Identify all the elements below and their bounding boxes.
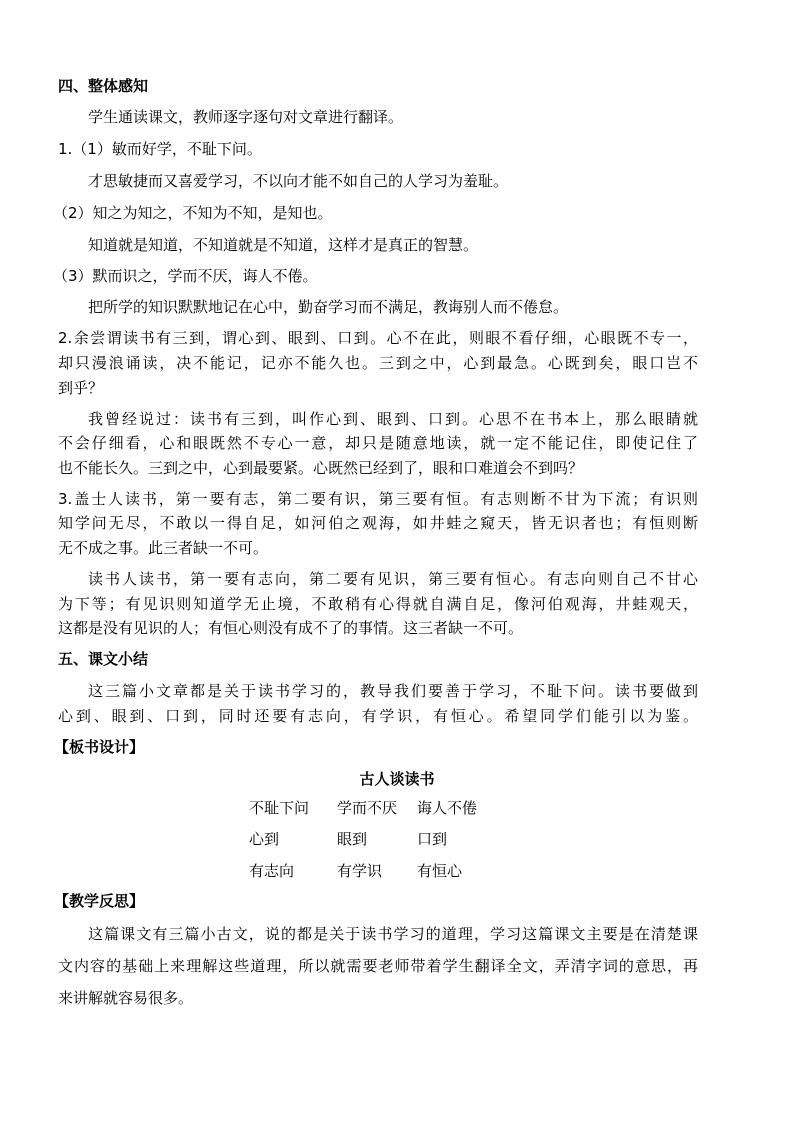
board-design-heading: 【板书设计】 <box>54 738 145 756</box>
board-cell: 有学识 <box>337 862 383 880</box>
translation-3-line: 读书人读书，第一要有志向，第二要有见识，第三要有恒心。有志向则自己不甘心 <box>88 570 698 588</box>
board-cell: 学而不厌 <box>337 799 398 817</box>
section-4-intro: 学生通读课文，教师逐字逐句对文章进行翻译。 <box>88 108 404 126</box>
item-1-3: （3）默而识之，学而不厌，诲人不倦。 <box>53 267 318 285</box>
board-cell: 心到 <box>249 830 280 848</box>
item-1-2: （2）知之为知之，不知为不知，是知也。 <box>53 204 333 222</box>
reflection-line: 这篇课文有三篇小古文，说的都是关于读书学习的道理，学习这篇课文主要是在清楚课 <box>88 925 698 943</box>
board-cell: 不耻下问 <box>249 799 310 817</box>
translation-3-line: 这都是没有见识的人；有恒心则没有成不了的事情。这三者缺一不可。 <box>58 619 524 637</box>
board-design-title: 古人谈读书 <box>359 770 435 788</box>
translation-1-1: 才思敏捷而又喜爱学习，不以向才能不如自己的人学习为羞耻。 <box>88 172 509 190</box>
item-3-line: 3.盖士人读书，第一要有志，第二要有识，第三要有恒。有志则断不甘为下流；有识则 <box>58 490 698 508</box>
item-2-line: 到乎？ <box>58 379 104 397</box>
summary-line: 心到、眼到、口到，同时还要有志向，有学识，有恒心。希望同学们能引以为鉴。 <box>58 707 698 725</box>
board-cell: 眼到 <box>337 830 368 848</box>
summary-line: 这三篇小文章都是关于读书学习的，教导我们要善于学习，不耻下问。读书要做到 <box>88 682 698 700</box>
translation-1-3: 把所学的知识默默地记在心中，勤奋学习而不满足，教诲别人而不倦怠。 <box>88 298 569 316</box>
board-cell: 诲人不倦 <box>417 799 478 817</box>
item-1-1: 1.（1）敏而好学，不耻下问。 <box>58 140 262 158</box>
item-2-line: 2.余尝谓读书有三到，谓心到、眼到、口到。心不在此，则眼不看仔细，心眼既不专一， <box>58 329 698 347</box>
item-3-line: 知学问无尽，不敢以一得自足，如河伯之观海，如井蛙之窥天，皆无识者也；有恒则断 <box>58 514 698 532</box>
translation-2-line: 也不能长久。三到之中，心到最要紧。心既然已经到了，眼和口难道会不到吗？ <box>58 459 584 477</box>
translation-1-2: 知道就是知道，不知道就是不知道，这样才是真正的智慧。 <box>88 236 479 254</box>
section-5-heading: 五、课文小结 <box>58 650 149 668</box>
section-4-heading: 四、整体感知 <box>58 77 149 95</box>
item-3-line: 无不成之事。此三者缺一不可。 <box>58 539 269 557</box>
reflection-line: 来讲解就容易很多。 <box>58 989 194 1007</box>
board-cell: 口到 <box>417 830 448 848</box>
translation-3-line: 为下等；有见识则知道学无止境，不敢稍有心得就自满自足，像河伯观海，井蛙观天， <box>58 595 698 613</box>
reflection-heading: 【教学反思】 <box>54 892 145 910</box>
board-cell: 有恒心 <box>417 862 463 880</box>
translation-2-line: 不会仔细看，心和眼既然不专心一意，却只是随意地读，就一定不能记住，即使记住了 <box>58 434 698 452</box>
item-2-line: 却只漫浪诵读，决不能记，记亦不能久也。三到之中，心到最急。心既到矣，眼口岂不 <box>58 354 698 372</box>
board-cell: 有志向 <box>249 862 295 880</box>
reflection-line: 文内容的基础上来理解这些道理，所以就需要老师带着学生翻译全文，弄清字词的意思，再 <box>58 957 698 975</box>
translation-2-line: 我曾经说过：读书有三到，叫作心到、眼到、口到。心思不在书本上，那么眼睛就 <box>88 410 698 428</box>
